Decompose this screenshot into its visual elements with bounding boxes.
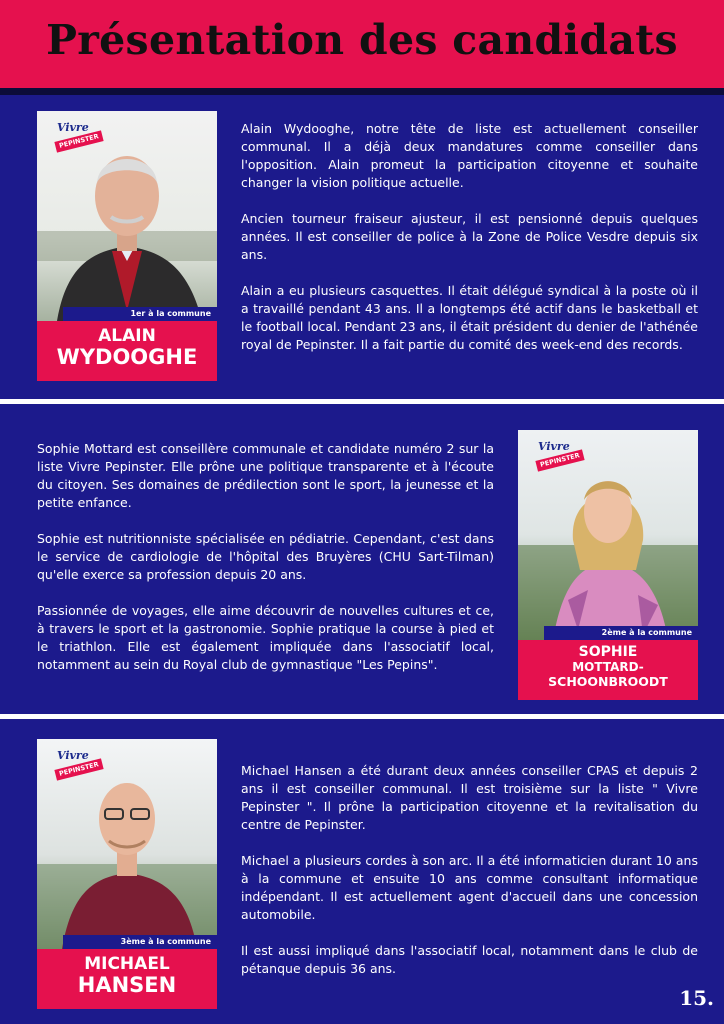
- candidate-bio-wydooghe: [241, 120, 698, 372]
- last-name: WYDOOGHE: [56, 345, 198, 369]
- candidate-name: [518, 640, 698, 700]
- section-divider: [0, 714, 724, 719]
- bio-paragraph: Ancien tourneur fraiseur ajusteur, il est pensionné depuis quelques années. Il est conseiller de police à la Zone de Police Vesdre depuis six ans.: [241, 211, 698, 262]
- rank-label: 1er à la commune: [63, 307, 217, 321]
- last-name: MOTTARD-: [572, 660, 644, 674]
- bio-paragraph: Michael Hansen a été durant deux années conseiller CPAS et depuis 2 ans il est conseiller communal. Il est troisième sur la liste " Vivre Pepinster ". Il prône la participation citoyenne et la revitalisation du centre de Pepinster.: [241, 763, 698, 832]
- bio-paragraph: Alain Wydooghe, notre tête de liste est actuellement conseiller communal. Il a déjà deux mandatures comme conseiller dans l'opposition. Alain promeut la participation citoyenne et souhaite changer la vision politique actuelle.: [241, 121, 698, 190]
- candidate-bio-mottard: [37, 440, 494, 692]
- first-name: MICHAEL: [84, 954, 170, 974]
- candidate-bio-hansen: [241, 762, 698, 996]
- header-rule: [0, 88, 724, 95]
- rank-label: 2ème à la commune: [544, 626, 698, 640]
- section-divider: [0, 399, 724, 404]
- first-name: SOPHIE: [578, 644, 638, 660]
- page-number: 15.: [679, 986, 714, 1010]
- candidate-card-mottard: [518, 430, 698, 700]
- candidate-card-hansen: [37, 739, 217, 1009]
- candidate-name: [37, 321, 217, 381]
- last-name-second-line: SCHOONBROODT: [548, 674, 668, 689]
- rank-label: 3ème à la commune: [63, 935, 217, 949]
- bio-paragraph: Passionnée de voyages, elle aime découvrir de nouvelles cultures et ce, à travers le sport et la gastronomie. Sophie pratique la course à pied et le triathlon. Elle est également impliquée dans l'associatif local, notamment au sein du Royal club de gymnastique "Les Pepins".: [37, 603, 494, 672]
- vivre-pepinster-logo: Vivre PEPINSTER: [49, 747, 103, 791]
- vivre-pepinster-logo: Vivre PEPINSTER: [530, 438, 584, 482]
- bio-paragraph: Sophie Mottard est conseillère communale et candidate numéro 2 sur la liste Vivre Pepinster. Elle prône une politique transparente et à l'écoute du citoyen. Ses domaines de prédilection sont le sport, la jeunesse et la petite enfance.: [37, 441, 494, 510]
- first-name: ALAIN: [98, 326, 156, 346]
- vivre-pepinster-logo: Vivre PEPINSTER: [49, 119, 103, 163]
- bio-paragraph: Il est aussi impliqué dans l'associatif local, notamment dans le club de pétanque depuis 36 ans.: [241, 943, 698, 976]
- bio-paragraph: Alain a eu plusieurs casquettes. Il était délégué syndical à la poste où il a travaillé pendant 43 ans. Il a longtemps été actif dans le basketball et le football local. Pendant 23 ans, il était président du denier de l'athénée royal de Pepinster. Il a fait partie du comité des week-end des records.: [241, 283, 698, 352]
- candidate-name: [37, 949, 217, 1009]
- last-name: HANSEN: [77, 973, 177, 997]
- bio-paragraph: Sophie est nutritionniste spécialisée en pédiatrie. Cependant, c'est dans le service de cardiologie de l'hôpital des Bruyères (CHU Sart-Tilman) qu'elle exerce sa profession depuis 20 ans.: [37, 531, 494, 582]
- page-title: Présentation des candidats: [46, 16, 678, 64]
- page-header: [0, 0, 724, 88]
- candidate-card-wydooghe: [37, 111, 217, 381]
- bio-paragraph: Michael a plusieurs cordes à son arc. Il a été informaticien durant 10 ans à la commune et ensuite 10 ans comme consultant informatique indépendant. Il est actuellement agent d'accueil dans une concession automobile.: [241, 853, 698, 922]
